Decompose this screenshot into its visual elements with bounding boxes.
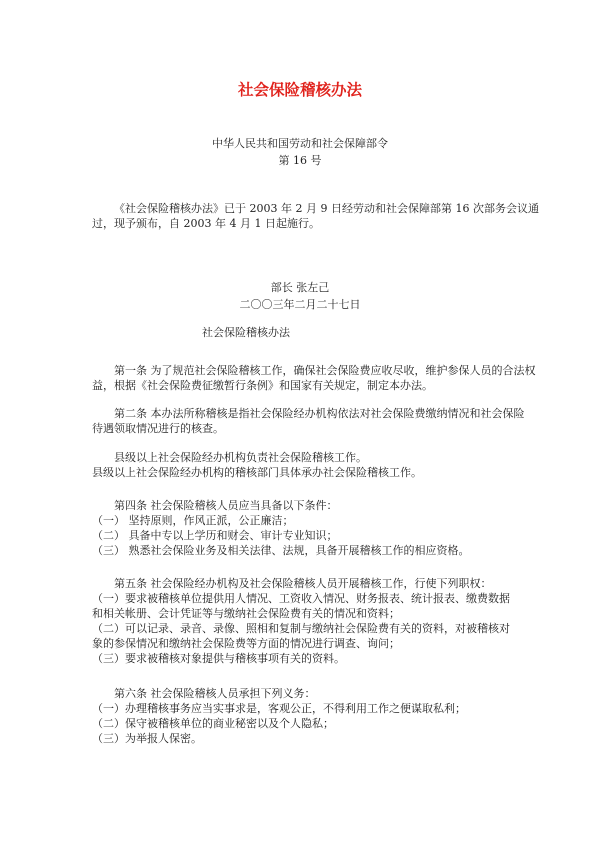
decree-number: 第 16 号 — [278, 154, 322, 167]
article-item: （一） 坚持原则，作风正派，公正廉洁； — [92, 514, 294, 527]
signature-date: 二〇〇三年二月二十七日 — [239, 298, 361, 311]
article-line: 第二条 本办法所称稽核是指社会保险经办机构依法对社会保险费缴纳情况和社会保险 — [114, 407, 525, 420]
article-item: （一）要求被稽核单位提供用人情况、工资收入情况、财务报表、统计报表、缴费数据 — [92, 592, 510, 605]
article-5 — [92, 576, 512, 666]
article-item: （二）可以记录、录音、录像、照相和复制与缴纳社会保险费有关的资料，对被稽核对 — [92, 622, 510, 635]
article-line: 第六条 社会保险稽核人员承担下列义务： — [114, 687, 316, 700]
article-item: （二）保守被稽核单位的商业秘密以及个人隐私； — [92, 717, 334, 730]
page-title: 社会保险稽核办法 — [237, 81, 362, 99]
article-item: （三） 熟悉社会保险业务及相关法律、法规，具备开展稽核工作的相应资格。 — [92, 544, 470, 557]
article-item: 和相关帐册、会计凭证等与缴纳社会保险费有关的情况和资料； — [92, 607, 400, 620]
document-title: 社会保险稽核办法 — [202, 326, 290, 339]
article-2 — [92, 406, 525, 436]
article-line: 益，根据《社会保险费征缴暂行条例》和国家有关规定，制定本办法。 — [92, 379, 433, 392]
article-line: 县级以上社会保险经办机构的稽核部门具体承办社会保险稽核工作。 — [92, 466, 422, 479]
article-item: 象的参保情况和缴纳社会保险费等方面的情况进行调查、询问； — [92, 637, 400, 650]
article-line: 第五条 社会保险经办机构及社会保险稽核人员开展稽核工作，行使下列职权： — [114, 577, 492, 590]
article-item: （三）为举报人保密。 — [92, 732, 202, 745]
signature-minister: 部长 张左己 — [270, 281, 330, 294]
preamble-line: 《社会保险稽核办法》已于 2003 年 2 月 9 日经劳动和社会保障部第 16 次部务会议通 — [114, 202, 539, 215]
article-6 — [92, 686, 512, 746]
article-item: （一）办理稽核事务应当实事求是，客观公正，不得利用工作之便谋取私利； — [92, 702, 466, 715]
article-item: （二） 具备中专以上学历和财会、审计专业知识； — [92, 529, 338, 542]
article-4 — [92, 498, 512, 558]
decree-issuer: 中华人民共和国劳动和社会保障部令 — [212, 137, 388, 150]
article-line: 第一条 为了规范社会保险稽核工作，确保社会保险费应收尽收，维护参保人员的合法权 — [114, 364, 536, 377]
article-line: 第四条 社会保险稽核人员应当具备以下条件： — [114, 499, 338, 512]
article-3 — [92, 450, 512, 480]
article-1 — [92, 363, 536, 393]
preamble-line: 过，现予颁布，自 2003 年 4 月 1 日起施行。 — [92, 217, 320, 230]
article-line: 待遇领取情况进行的核查。 — [92, 422, 224, 435]
preamble — [92, 201, 539, 231]
article-line: 县级以上社会保险经办机构负责社会保险稽核工作。 — [114, 451, 367, 464]
article-item: （三）要求被稽核对象提供与稽核事项有关的资料。 — [92, 652, 345, 665]
